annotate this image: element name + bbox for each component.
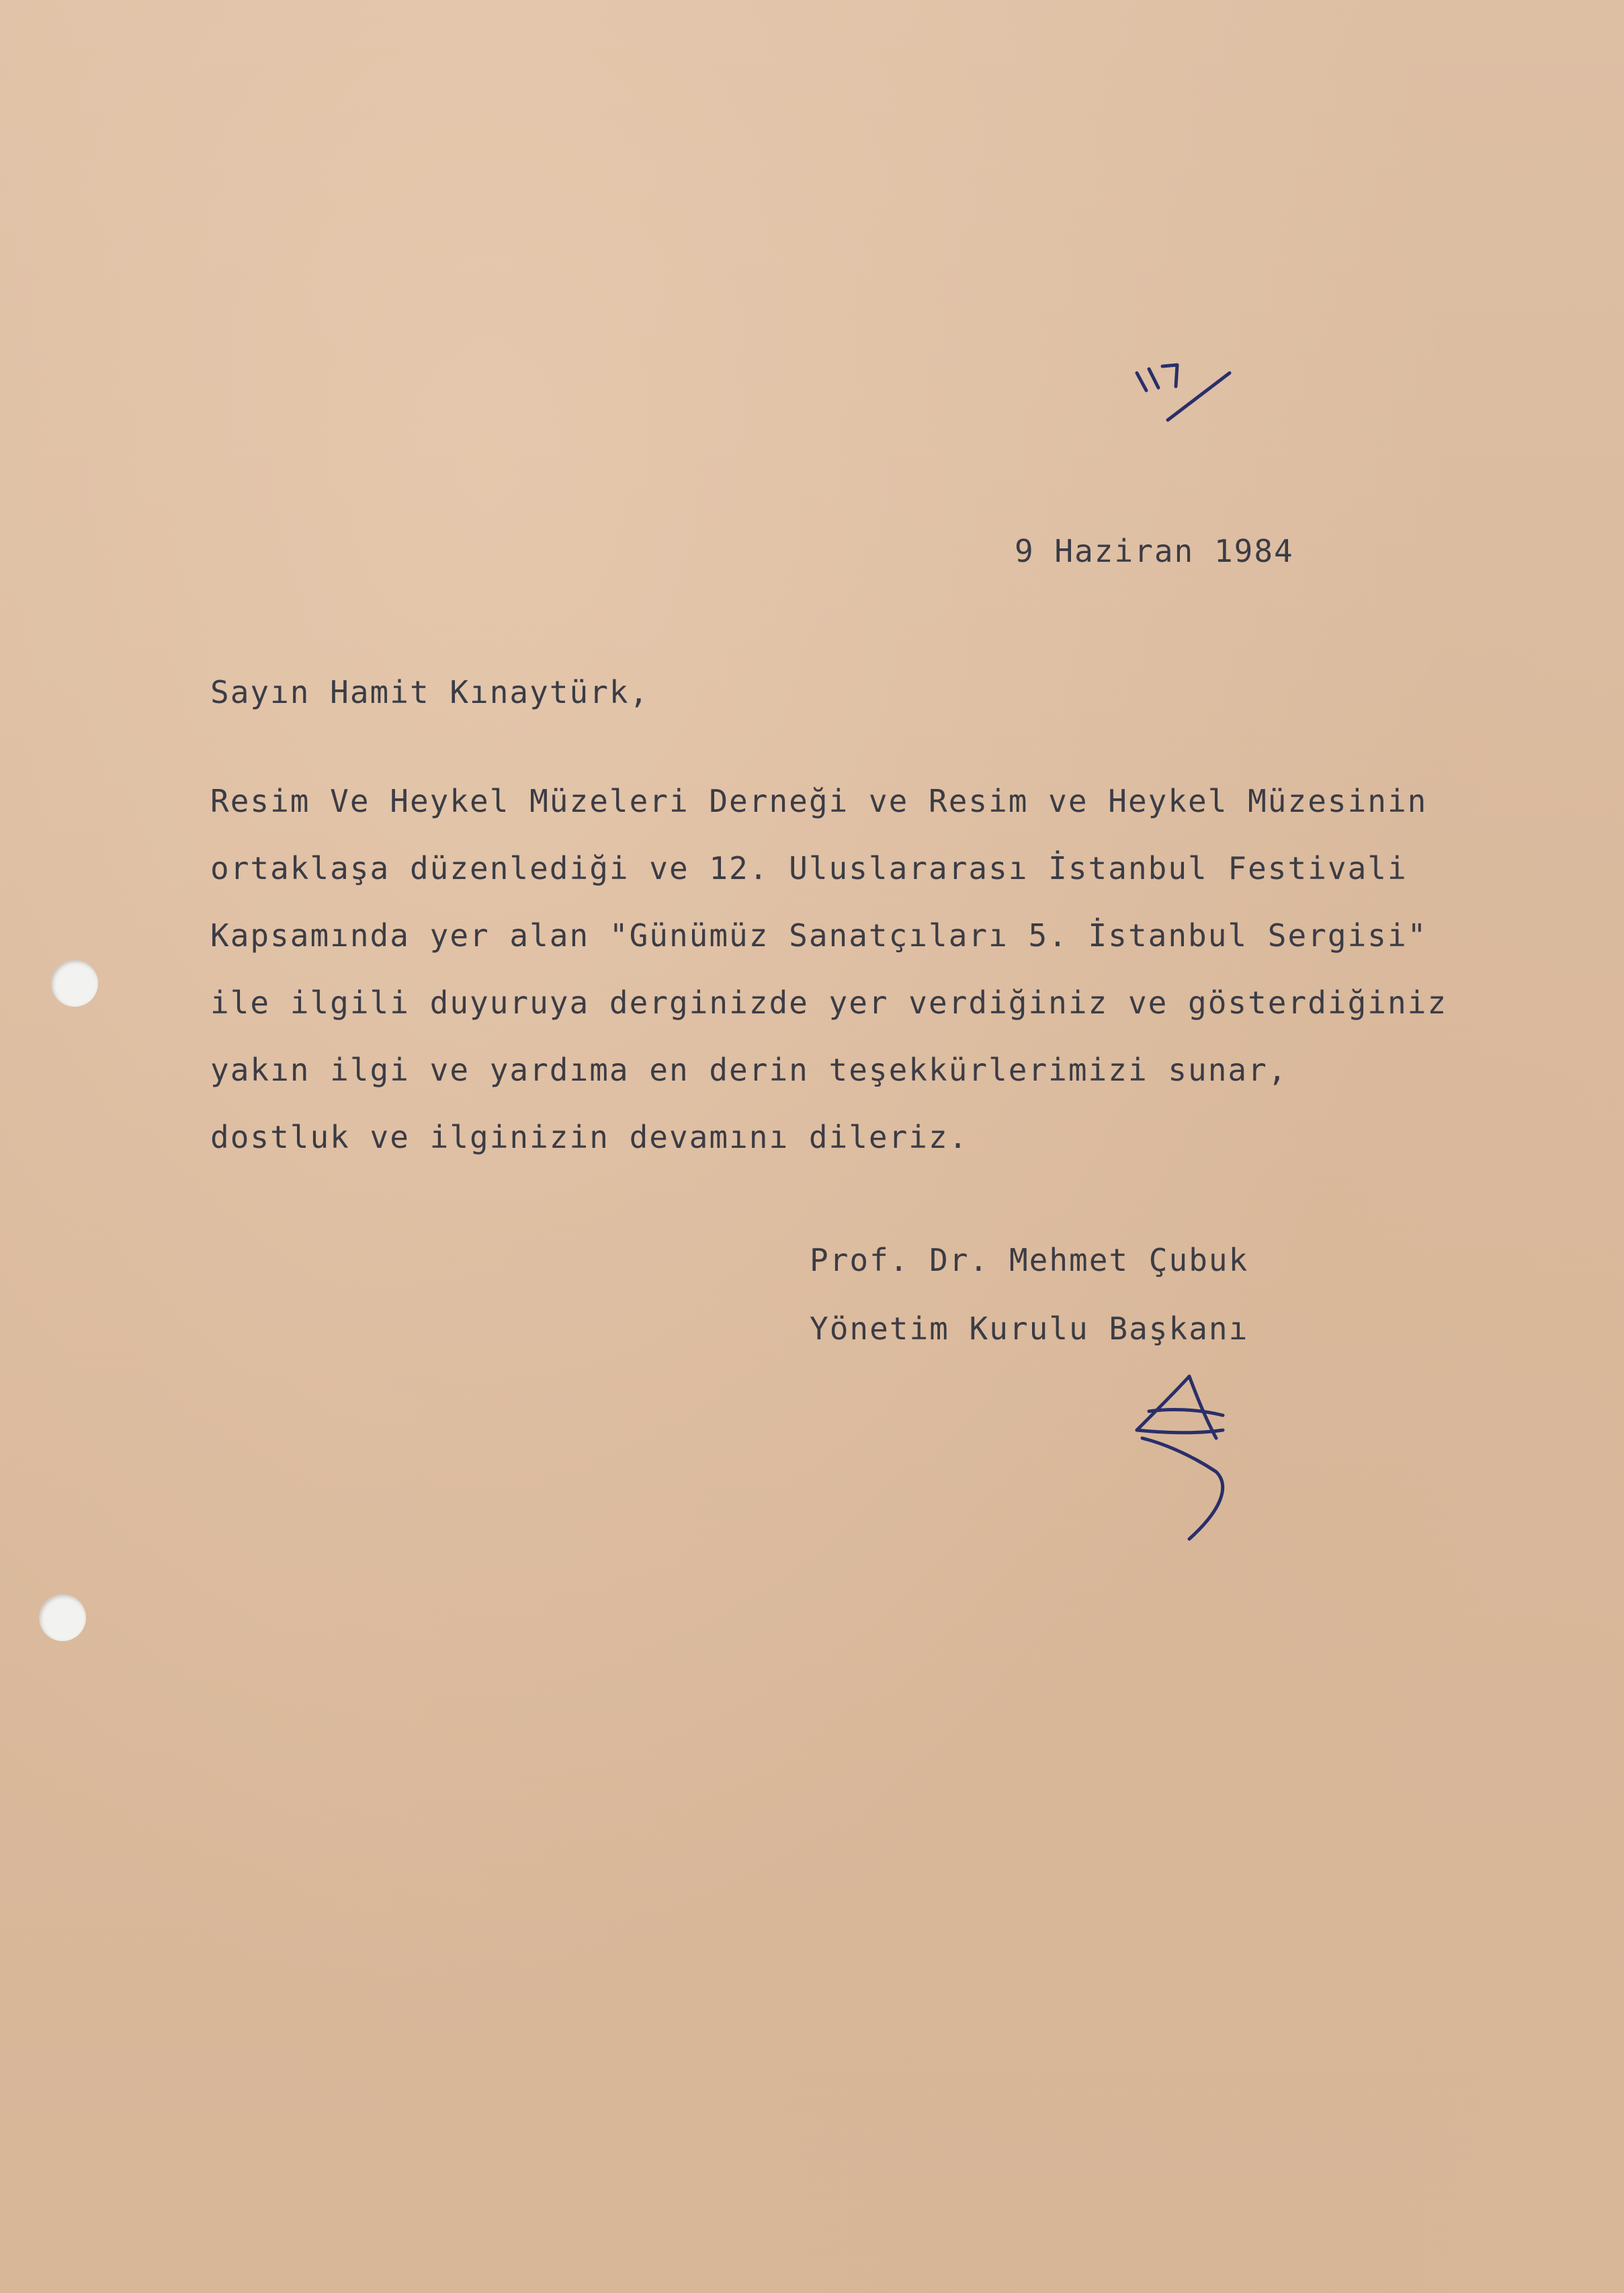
- letter-date: 9 Haziran 1984: [1015, 533, 1294, 569]
- body-line: yakın ilgi ve yardıma en derin teşekkürlerimizi sunar,: [210, 1052, 1288, 1088]
- punch-hole: [51, 960, 98, 1007]
- punch-hole: [39, 1594, 86, 1641]
- letter-body: [210, 767, 1487, 1171]
- signatory-name: Prof. Dr. Mehmet Çubuk: [810, 1242, 1249, 1278]
- handwritten-signature: [1122, 1371, 1243, 1546]
- body-line: Kapsamında yer alan "Günümüz Sanatçıları 5. İstanbul Sergisi": [210, 917, 1428, 954]
- body-line: ile ilgili duyuruya derginizde yer verdiğiniz ve gösterdiğiniz: [210, 985, 1448, 1021]
- body-line: Resim Ve Heykel Müzeleri Derneği ve Resim ve Heykel Müzesinin: [210, 783, 1428, 819]
- body-line: dostluk ve ilginizin devamını dileriz.: [210, 1119, 969, 1155]
- letter-salutation: Sayın Hamit Kınaytürk,: [210, 674, 650, 710]
- handwritten-annotation-117: [1129, 360, 1236, 433]
- body-line: ortaklaşa düzenlediği ve 12. Uluslararası İstanbul Festivali: [210, 850, 1408, 886]
- signatory-title: Yönetim Kurulu Başkanı: [810, 1310, 1249, 1347]
